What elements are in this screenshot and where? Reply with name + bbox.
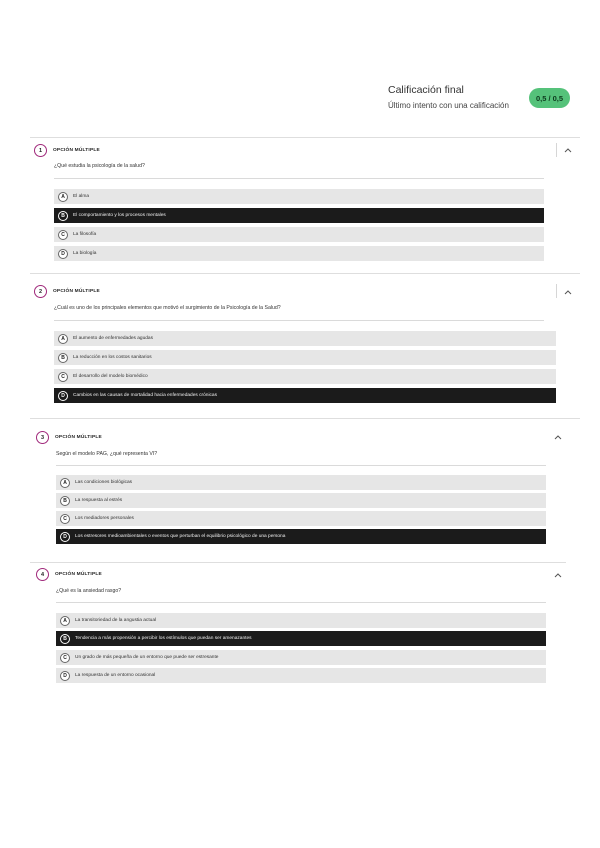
option-label: La respuesta de un entorno ocasional: [75, 673, 156, 678]
option-c[interactable]: [56, 650, 546, 665]
option-c[interactable]: [54, 369, 556, 384]
option-label: El comportamiento y los procesos mentales: [73, 213, 166, 218]
divider: [556, 284, 557, 298]
option-letter: C: [58, 230, 68, 240]
option-b-selected[interactable]: [56, 631, 546, 646]
option-label: Los estresores medioambientales o eventos que perturban el equilibrio psicológico de una persona: [75, 534, 286, 539]
option-a[interactable]: [54, 189, 544, 204]
option-letter: B: [60, 634, 70, 644]
option-letter: A: [58, 192, 68, 202]
option-d-selected[interactable]: [54, 388, 556, 403]
option-b-selected[interactable]: [54, 208, 544, 223]
divider: [56, 465, 546, 466]
option-label: Cambios en las causas de mortalidad hacia enfermedades crónicas: [73, 393, 217, 398]
chevron-up-icon[interactable]: [552, 569, 564, 581]
option-label: La biología: [73, 251, 97, 256]
divider: [54, 320, 544, 321]
divider: [30, 273, 580, 274]
option-b[interactable]: [54, 350, 556, 365]
option-d[interactable]: [56, 668, 546, 683]
option-label: Las condiciones biológicas: [75, 480, 133, 485]
final-grade-panel: [388, 84, 578, 118]
option-label: Un grado de más pequeña de un entorno que puede ser estresante: [75, 655, 219, 660]
option-label: Tendencia a más propensión a percibir los estímulos que puedan ser amenazantes: [75, 636, 252, 641]
divider: [54, 178, 544, 179]
chevron-up-icon[interactable]: [552, 431, 564, 443]
question-number: 1: [34, 144, 47, 157]
option-b[interactable]: [56, 493, 546, 508]
question-text: ¿Qué es la ansiedad rasgo?: [56, 588, 122, 594]
final-grade-title: Calificación final: [388, 84, 464, 96]
question-type: OPCIÓN MÚLTIPLE: [53, 289, 100, 294]
option-letter: B: [58, 211, 68, 221]
option-letter: B: [58, 353, 68, 363]
divider: [30, 562, 566, 563]
option-a[interactable]: [56, 613, 546, 628]
option-letter: B: [60, 496, 70, 506]
question-text: ¿Cuál es uno de los principales elementos que motivó el surgimiento de la Psicología de la Salud?: [54, 305, 281, 311]
option-c[interactable]: [54, 227, 544, 242]
option-letter: D: [60, 671, 70, 681]
divider: [556, 143, 557, 157]
option-a[interactable]: [56, 475, 546, 490]
option-label: La filosofía: [73, 232, 97, 237]
option-letter: C: [58, 372, 68, 382]
divider: [30, 418, 580, 419]
option-letter: A: [60, 616, 70, 626]
option-label: La transitoriedad de la angustia actual: [75, 618, 157, 623]
score-badge: 0,5 / 0,5: [529, 88, 570, 108]
option-letter: D: [58, 391, 68, 401]
option-label: El desarrollo del modelo biomédico: [73, 374, 148, 379]
option-letter: C: [60, 653, 70, 663]
option-d[interactable]: [54, 246, 544, 261]
option-label: El alma: [73, 194, 89, 199]
option-d-selected[interactable]: [56, 529, 546, 544]
option-label: La respuesta al estrés: [75, 498, 123, 503]
option-label: El aumento de enfermedades agudas: [73, 336, 154, 341]
chevron-up-icon[interactable]: [562, 144, 574, 156]
final-grade-subtitle: Último intento con una calificación: [388, 101, 509, 110]
question-number: 3: [36, 431, 49, 444]
question-text: ¿Qué estudia la psicología de la salud?: [54, 163, 145, 169]
question-text: Según el modelo PAG, ¿qué representa VI?: [56, 451, 158, 457]
option-c[interactable]: [56, 511, 546, 526]
option-letter: C: [60, 514, 70, 524]
option-letter: A: [58, 334, 68, 344]
divider: [30, 137, 580, 138]
question-type: OPCIÓN MÚLTIPLE: [53, 148, 100, 153]
option-a[interactable]: [54, 331, 556, 346]
question-type: OPCIÓN MÚLTIPLE: [55, 572, 102, 577]
option-letter: D: [58, 249, 68, 259]
divider: [56, 602, 546, 603]
question-number: 2: [34, 285, 47, 298]
question-number: 4: [36, 568, 49, 581]
question-type: OPCIÓN MÚLTIPLE: [55, 435, 102, 440]
option-label: La reducción en los costos sanitarios: [73, 355, 152, 360]
option-label: Los mediadores personales: [75, 516, 134, 521]
option-letter: D: [60, 532, 70, 542]
chevron-up-icon[interactable]: [562, 286, 574, 298]
option-letter: A: [60, 478, 70, 488]
